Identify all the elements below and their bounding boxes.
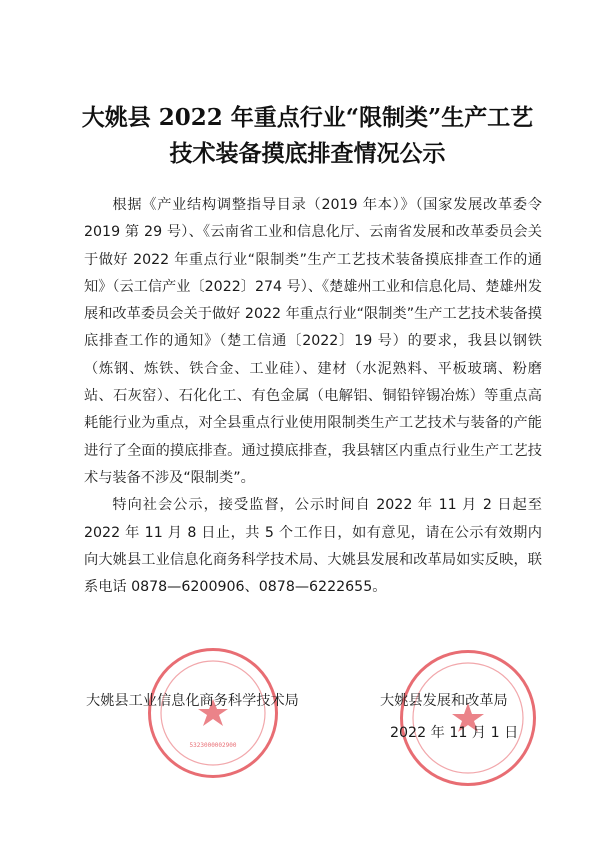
paragraph-public-notice: 特向社会公示，接受监督，公示时间自 2022 年 11 月 2 日起至 2022 年 11 月 8 日止，共 5 个工作日，如有意见，请在公示有效期内向大姚县工业信息化商务科学技术局、大姚县发展和改革局如实反映，联系电话 0878—6200906、0878—6222655。 <box>84 497 542 596</box>
document-title-line-1: 大姚县 2022 年重点行业“限制类”生产工艺 <box>81 104 534 131</box>
signatory-left: 大姚县工业信息化商务科学技术局 <box>86 693 299 709</box>
document-title-line-2: 技术装备摸底排查情况公示 <box>169 140 446 167</box>
paragraph-regulation-basis: 根据《产业结构调整指导目录（2019 年本）》（国家发展改革委令 2019 第 29 号）、《云南省工业和信息化厅、云南省发展和改革委员会关于做好 2022 年重点行业“限制类”生产工艺技术装备摸底排查工作的通知》（云工信产业〔2022〕274 号）、《楚雄州工业和信息化局、楚雄州发展和改革委员会关于做好 2022 年重点行业“限制类”生产工艺技术装备摸底排查工作的通知》（楚工信通〔2022〕19 号）的要求，我县以钢铁（炼钢、炼铁、铁合金、工业硅）、建材（水泥熟料、平板玻璃、粉磨站、石灰窑）、石化化工、有色金属（电解铝、铜铅锌锡冶炼）等重点高耗能行业为重点，对全县重点行业使用限制类生产工艺技术与装备的产能进行了全面的摸底排查。通过摸底排查，我县辖区内重点行业生产工艺技术与装备不涉及“限制类”。 <box>84 197 542 486</box>
left-official-seal <box>148 648 278 778</box>
left-seal-graphic <box>151 651 275 775</box>
document-body <box>84 192 542 601</box>
right-official-seal <box>400 650 536 786</box>
right-seal-graphic <box>403 653 533 783</box>
document-date: 2022 年 11 月 1 日 <box>390 725 519 741</box>
signatory-right: 大姚县发展和改革局 <box>380 693 508 709</box>
svg-text:5323000002900: 5323000002900 <box>189 742 237 749</box>
